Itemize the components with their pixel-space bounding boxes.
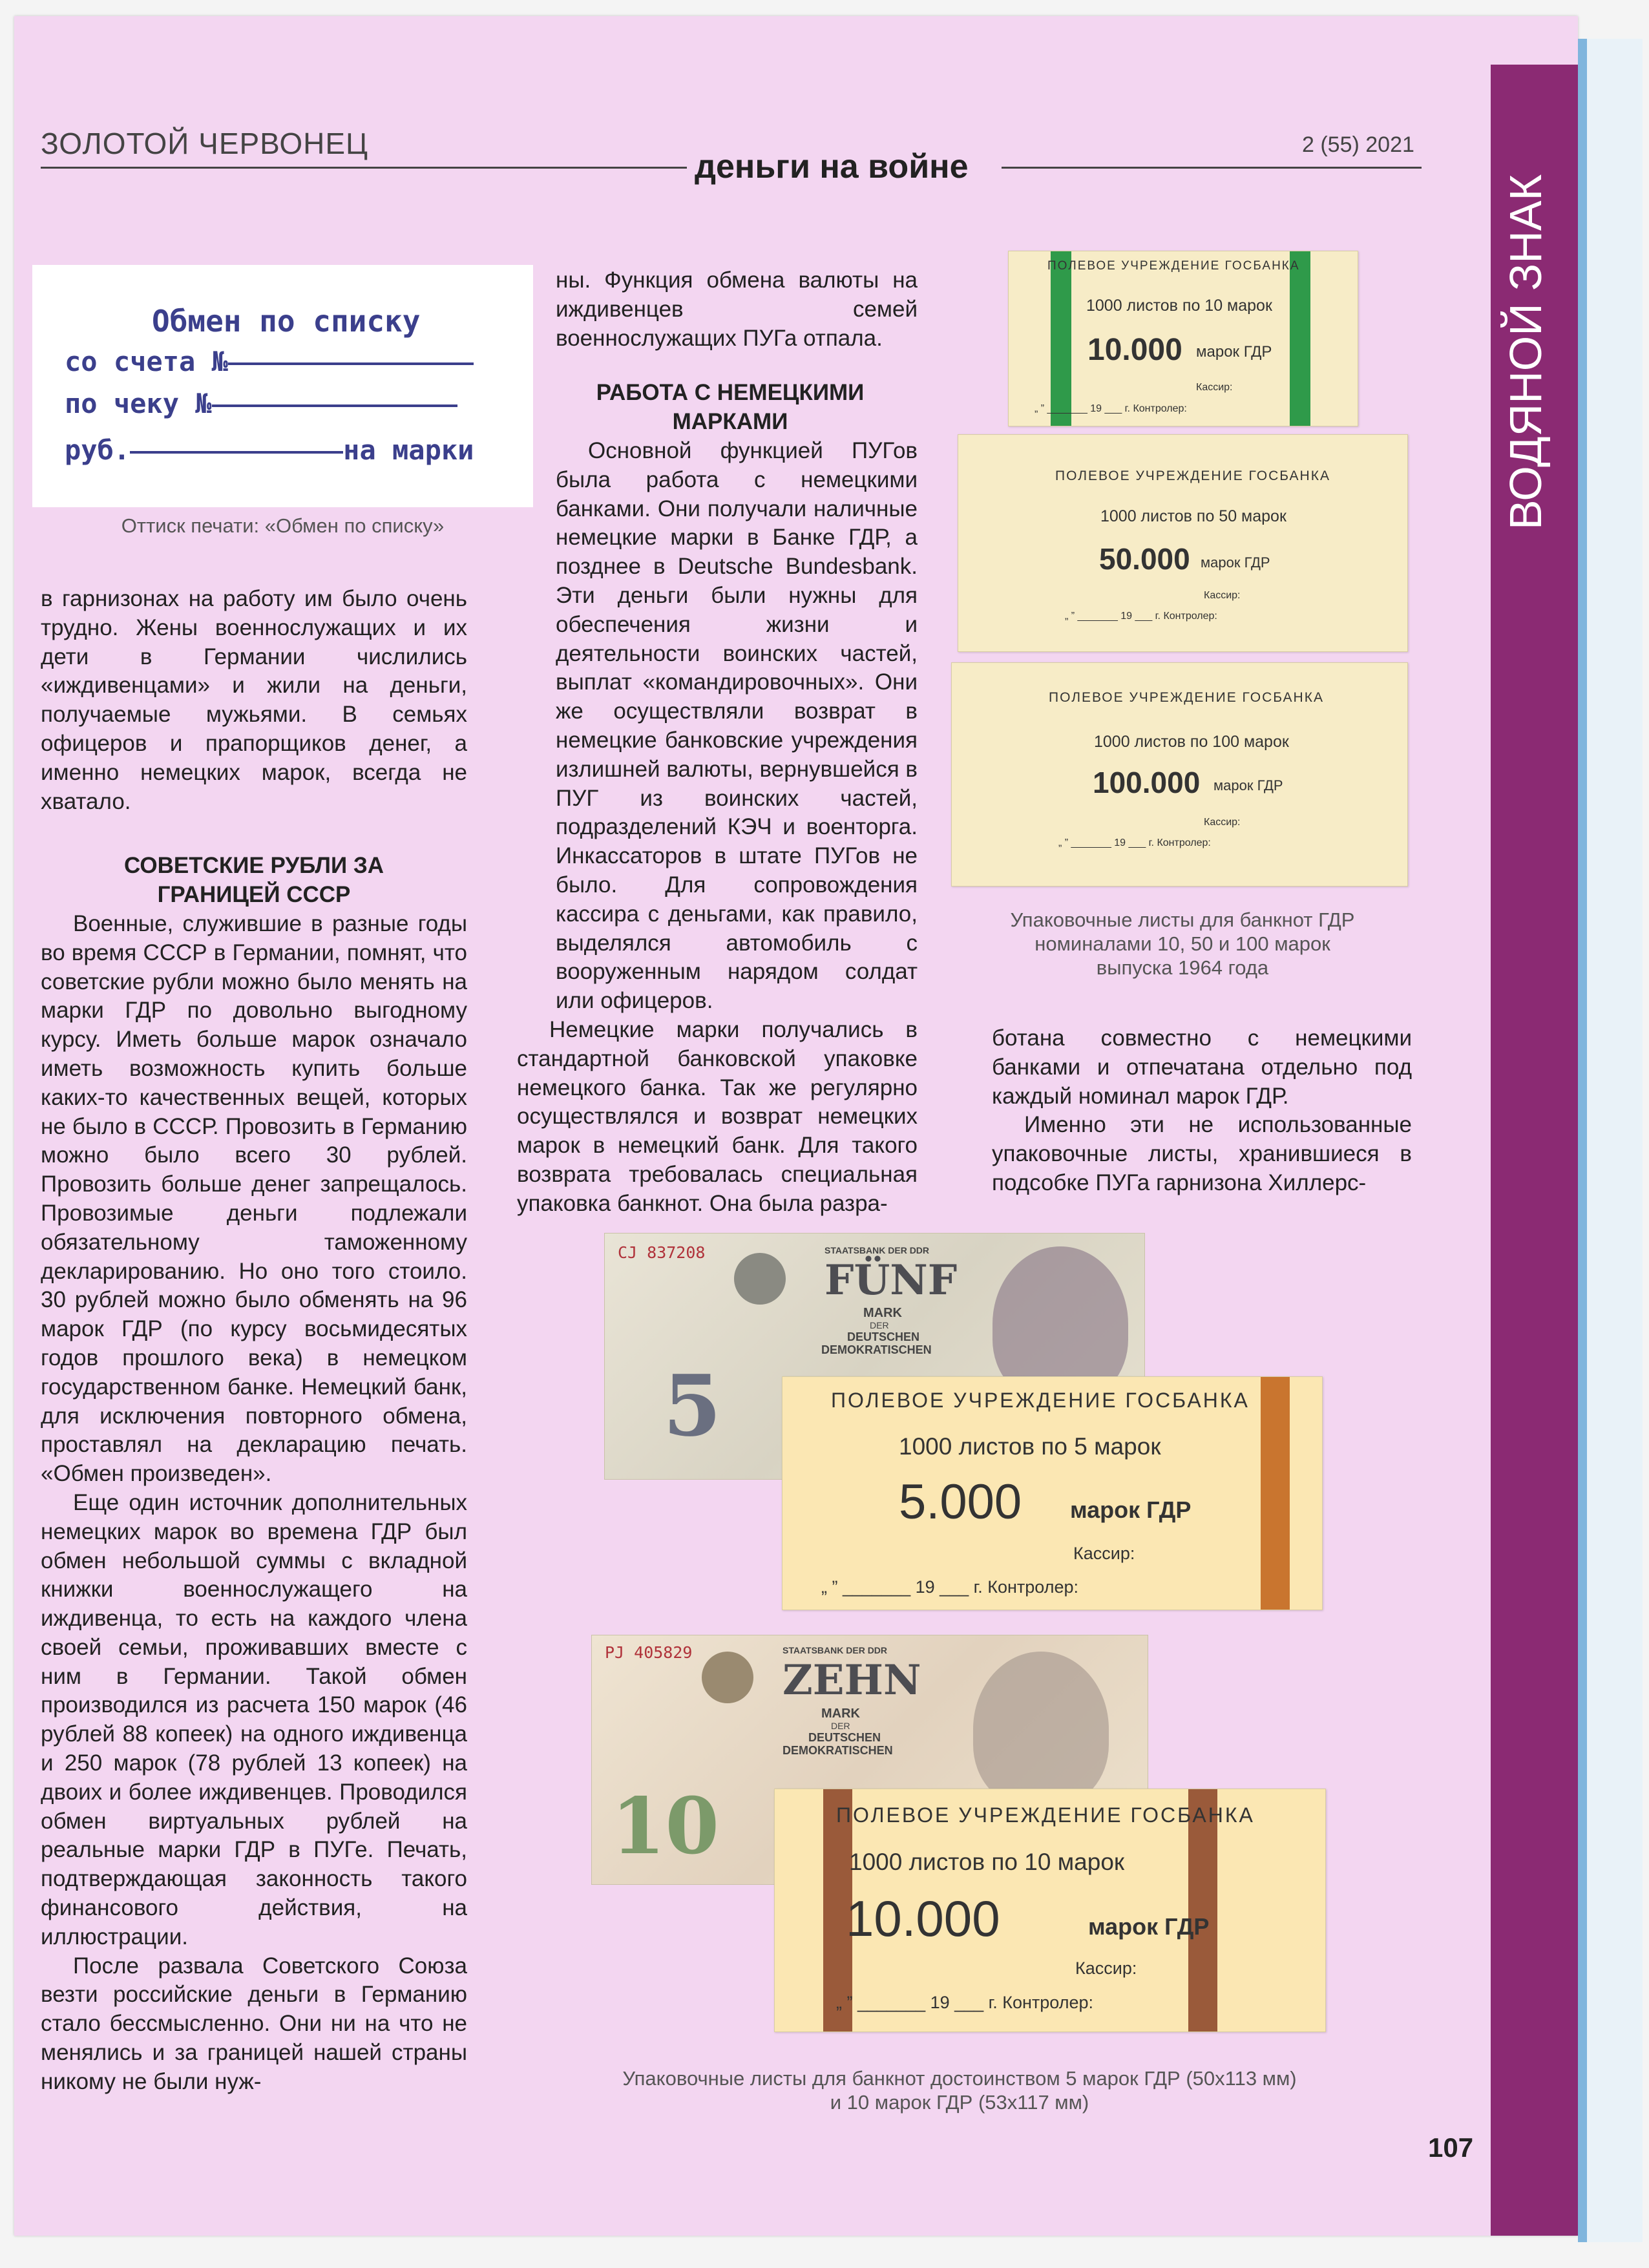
note-line2: DEMOKRATISCHEN xyxy=(782,1744,893,1757)
caption-line: Упаковочные листы для банкнот достоинством 5 марок ГДР (50х113 мм) xyxy=(622,2067,1297,2090)
emblem-icon xyxy=(734,1253,786,1305)
wrapper-controller: „ ” _______ 19 ___ г. Контролер: xyxy=(1035,403,1187,414)
portrait-image xyxy=(973,1652,1109,1807)
col2-paragraph: Немецкие марки получались в стандартной банковской упаковке немецкого банка. Так же регулярно осуществлялся и возврат немецких марок в немецкий банк. Для такого возврата требовалась специальная упаковка банкнот. Она была разра- xyxy=(517,1016,918,1216)
column-3 xyxy=(992,1024,1412,1198)
col1-paragraph: Военные, служившие в разные годы во время СССР в Германии, помнят, что советские рубли можно было менять на марки ГДР по довольно выгодному курсу. Иметь больше марок означало иметь возможность купить больше каких-то качественных вещей, которых не было в СССР. Провозить в Германию можно было всего 30 рублей. Провозить больше денег запрещалось. Провозимые деньги подлежали обязательному таможенному декларированию. Но оно того стоило. 30 рублей можно было обменять на 96 марок ГДР (по курсу восьмидесятых годов прошлого века) в немецком государственном банке. Немецкий банк, для исключения повторного обмена, проставлял на декларацию печать. «Обмен произведен». xyxy=(41,910,467,1487)
wrapper-band xyxy=(1290,251,1310,426)
caption-line: выпуска 1964 года xyxy=(1096,956,1269,979)
note-der: DER xyxy=(831,1721,850,1731)
wrapper-amount: 10.000 xyxy=(1087,333,1182,367)
issue-number: 2 (55) 2021 xyxy=(1302,132,1414,157)
wrapper-amount: 50.000 xyxy=(1099,542,1190,576)
caption-line: Упаковочные листы для банкнот ГДР xyxy=(1010,908,1355,931)
note-mark: MARK xyxy=(821,1706,860,1721)
wrapper-controller: „ ” _______ 19 ___ г. Контролер: xyxy=(836,1993,1093,2012)
page-number: 107 xyxy=(1428,2132,1474,2163)
wrapper-10-marks-1964 xyxy=(1008,251,1358,426)
stamp-line-1: Обмен по списку xyxy=(152,304,421,339)
column-1 xyxy=(41,585,467,2097)
col2-paragraph: ны. Функция обмена валюты на иждивенцев семей военнослужащих ПУГа отпала. xyxy=(556,268,918,351)
note-line2: DEMOKRATISCHEN xyxy=(821,1343,932,1356)
wrapper-currency: марок ГДР xyxy=(1213,777,1283,793)
wrapper-currency: марок ГДР xyxy=(1196,343,1272,361)
stamp-marks-label: на марки xyxy=(343,434,474,466)
stamp-blank xyxy=(130,451,343,454)
note-word: FÜNF xyxy=(824,1256,958,1305)
col2-heading: РАБОТА С НЕМЕЦКИМИ МАРКАМИ xyxy=(596,380,865,435)
wrapper-bank: ПОЛЕВОЕ УЧРЕЖДЕНИЕ ГОСБАНКА xyxy=(1055,468,1330,483)
note-digit: 10 xyxy=(611,1781,719,1872)
wrapper-cashier: Кассир: xyxy=(1075,1958,1137,1978)
section-sidebar xyxy=(1491,65,1578,2236)
wrapper-count: 1000 листов по 10 марок xyxy=(849,1849,1125,1875)
wrapper-100-marks-1964 xyxy=(951,662,1408,887)
wrapper-cashier: Кассир: xyxy=(1204,590,1241,601)
note-serial: CJ 837208 xyxy=(618,1243,706,1262)
wrapper-controller: „ ” _______ 19 ___ г. Контролер: xyxy=(1058,837,1211,848)
stamp-account-label: со счета № xyxy=(65,346,228,377)
col3-paragraph: Именно эти не использованные упаковочные листы, хранившиеся в подсобке ПУГа гарнизона Хиллерс- xyxy=(992,1112,1412,1195)
col1-paragraph: в гарнизонах на работу им было очень трудно. Жены военнослужащих и их дети в Германии числились «иждивенцами» и жили на деньги, получаемые мужьями. В семьях офицеров и прапорщиков денег, а именно немецких марок, всегда не хватало. xyxy=(41,586,467,814)
caption-line: и 10 марок ГДР (53х117 мм) xyxy=(830,2091,1089,2114)
stamp-line-4 xyxy=(65,434,474,466)
wrapper-bank: ПОЛЕВОЕ УЧРЕЖДЕНИЕ ГОСБАНКА xyxy=(1049,690,1324,705)
column-2 xyxy=(517,266,918,1219)
bottom-caption xyxy=(569,2066,1350,2114)
wrapper-currency: марок ГДР xyxy=(1201,554,1270,571)
top-caption xyxy=(956,908,1409,980)
wrapper-cashier: Кассир: xyxy=(1073,1544,1135,1563)
page-edge xyxy=(1578,39,1643,2242)
sidebar-label: ВОДЯНОЙ ЗНАК xyxy=(1500,174,1551,530)
wrapper-currency: марок ГДР xyxy=(1088,1913,1210,1940)
note-bank: STAATSBANK DER DDR xyxy=(824,1245,930,1255)
stamp-impression xyxy=(32,265,533,507)
header-rule-left xyxy=(41,167,687,169)
wrapper-cashier: Кассир: xyxy=(1196,382,1233,393)
note-serial: PJ 405829 xyxy=(605,1643,693,1662)
wrapper-10-marks xyxy=(774,1789,1326,2032)
note-word: ZEHN xyxy=(782,1656,921,1705)
wrapper-count: 1000 листов по 100 марок xyxy=(1094,733,1289,751)
col1-paragraph: После развала Советского Союза везти российские деньги в Германию стало бессмысленно. Они ни на что не менялись и за границей нашей страны никому не были нуж- xyxy=(41,1953,467,2094)
wrapper-count: 1000 листов по 10 марок xyxy=(1086,297,1272,315)
wrapper-band xyxy=(1051,251,1071,426)
wrapper-50-marks-1964 xyxy=(958,434,1408,652)
wrapper-count: 1000 листов по 5 марок xyxy=(899,1433,1161,1460)
col1-heading: СОВЕТСКИЕ РУБЛИ ЗА ГРАНИЦЕЙ СССР xyxy=(123,853,384,908)
col1-paragraph: Еще один источник дополнительных немецких марок во времена ГДР был обмен небольшой суммы с вкладной книжки военнослужащего на иждивенца, то есть на каждого члена своей семьи, проживавших вместе с ним в Германии. Такой обмен производился из расчета 150 марок (46 рублей 88 копеек) на одного иждивенца и 250 марок (78 рублей 13 копеек) на двоих и более иждивенцев. Проводился обмен виртуальных рублей на реальные марки ГДР в ПУГе. Печать, подтверждающая законность такого финансового действия, на иллюстрации. xyxy=(41,1489,467,1949)
stamp-blank xyxy=(212,404,457,407)
stamp-check-label: по чеку № xyxy=(65,388,212,419)
caption-line: номиналами 10, 50 и 100 марок xyxy=(1035,932,1330,955)
note-line1: DEUTSCHEN xyxy=(808,1731,881,1744)
wrapper-cashier: Кассир: xyxy=(1204,817,1241,828)
wrapper-amount: 10.000 xyxy=(846,1890,1000,1947)
emblem-icon xyxy=(702,1652,753,1703)
note-der: DER xyxy=(870,1320,889,1330)
note-mark: MARK xyxy=(863,1306,902,1320)
note-bank: STAATSBANK DER DDR xyxy=(782,1645,888,1655)
col2-paragraph: Основной функцией ПУГов была работа с немецкими банками. Они получали наличные немецкие марки в Банке ГДР, а позднее в Deutsche Bundesbank. Эти деньги были нужны для обеспечения жизни и деятельности воинских частей, выплат «командировочных». Они же осуществляли возврат в немецкие банковские учреждения излишней валюты, вернувшейся в ПУГ из воинских частей, подразделений КЭЧ и военторга. Инкассаторов в штате ПУГов не было. Для сопровождения кассира с деньгами, как правило, выделялся автомобиль с вооруженным нарядом солдат или офицеров. xyxy=(556,437,918,1014)
wrapper-bank: ПОЛЕВОЕ УЧРЕЖДЕНИЕ ГОСБАНКА xyxy=(831,1389,1250,1412)
wrapper-bank: ПОЛЕВОЕ УЧРЕЖДЕНИЕ ГОСБАНКА xyxy=(836,1803,1255,1827)
wrapper-5-marks xyxy=(782,1376,1323,1610)
magazine-title: ЗОЛОТОЙ ЧЕРВОНЕЦ xyxy=(41,127,369,160)
wrapper-count: 1000 листов по 50 марок xyxy=(1100,507,1287,525)
wrapper-controller: „ ” _______ 19 ___ г. Контролер: xyxy=(1065,611,1217,622)
wrapper-currency: марок ГДР xyxy=(1070,1496,1192,1523)
wrapper-amount: 5.000 xyxy=(899,1475,1022,1529)
col3-paragraph: ботана совместно с немецкими банками и отпечатана отдельно под каждый номинал марок ГДР. xyxy=(992,1025,1412,1109)
stamp-caption: Оттиск печати: «Обмен по списку» xyxy=(121,514,445,537)
section-title: деньги на войне xyxy=(695,148,969,185)
wrapper-amount: 100.000 xyxy=(1093,766,1201,799)
wrapper-bank: ПОЛЕВОЕ УЧРЕЖДЕНИЕ ГОСБАНКА xyxy=(1047,259,1300,273)
edge-stripe xyxy=(1578,39,1587,2242)
wrapper-controller: „ ” _______ 19 ___ г. Контролер: xyxy=(821,1577,1078,1597)
stamp-rub-label: руб. xyxy=(65,434,131,466)
stamp-line-2 xyxy=(65,346,474,377)
stamp-line-3 xyxy=(65,388,457,419)
stamp-blank xyxy=(228,362,474,365)
wrapper-band xyxy=(1261,1377,1290,1610)
note-digit: 5 xyxy=(663,1356,722,1455)
header-rule-right xyxy=(1002,167,1422,169)
note-line1: DEUTSCHEN xyxy=(847,1330,920,1343)
